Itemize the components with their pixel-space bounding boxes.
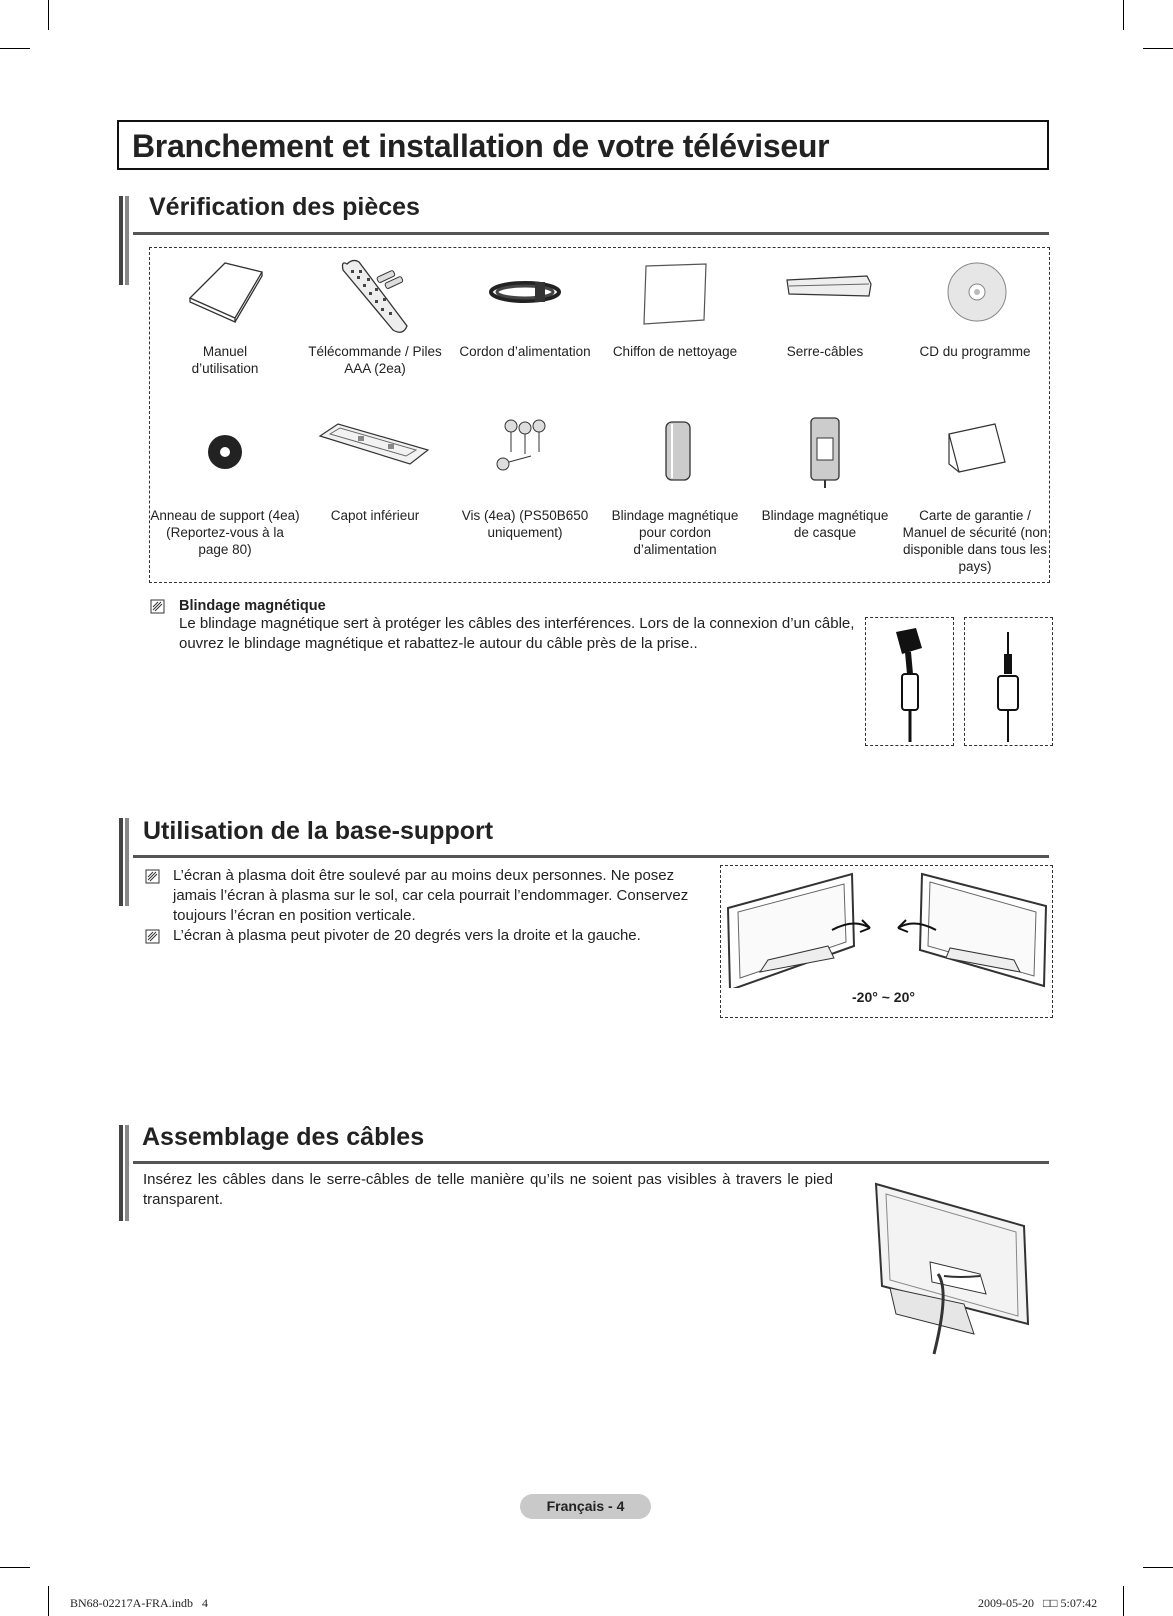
- ferrite-core-headphone-icon: [805, 414, 845, 490]
- item-label-cover-bottom: Capot inférieur: [330, 508, 420, 523]
- section-title-stand: Utilisation de la base-support: [143, 817, 494, 845]
- item-label-cable-tie: Serre-câbles: [786, 344, 864, 359]
- crop-mark: [1123, 1586, 1124, 1616]
- page-number-badge: Français - 4: [520, 1494, 651, 1519]
- crop-mark: [0, 48, 30, 49]
- remote-control-icon: [335, 256, 415, 336]
- crop-mark: [1143, 48, 1173, 49]
- power-cord-icon: [485, 272, 565, 312]
- item-label-screws: Vis (4ea) (PS50B650 uniquement): [461, 508, 589, 540]
- section-marker: [119, 1125, 123, 1221]
- section-rule: [133, 1161, 1049, 1164]
- cables-instruction-text: Insérez les câbles dans le serre-câbles de telle manière qu’ils ne soient pas visibles à travers le pied transparent.: [143, 1171, 833, 1208]
- ferrite-core-power-icon: [660, 418, 696, 484]
- headphone-plug-illustration: [990, 630, 1026, 744]
- note-text-stand-swivel: L’écran à plasma peut pivoter de 20 degrés vers la droite et la gauche.: [173, 927, 641, 944]
- swivel-angle-label: -20° ~ 20°: [852, 989, 915, 1005]
- section-marker: [119, 818, 123, 906]
- crop-mark: [48, 1586, 49, 1616]
- item-label-holder-ring: Anneau de support (4ea) (Reportez-vous à la page 80): [150, 508, 300, 557]
- item-label-power-cord: Cordon d’alimentation: [459, 344, 591, 359]
- section-marker: [119, 196, 123, 285]
- warranty-card-icon: [945, 420, 1009, 476]
- note-icon: [145, 929, 160, 944]
- section-title-parts: Vérification des pièces: [149, 193, 420, 221]
- page-title: Branchement et installation de votre téléviseur: [132, 128, 830, 164]
- power-plug-illustration: [888, 624, 932, 744]
- item-label-manual: Manuel d’utilisation: [191, 344, 259, 376]
- manual-icon: [185, 258, 265, 328]
- cable-tie-icon: [783, 272, 875, 302]
- crop-mark: [48, 0, 49, 30]
- note-title-ferrite: Blindage magnétique: [179, 598, 326, 614]
- note-icon: [145, 869, 160, 884]
- item-label-ferrite-power: Blindage magnétique pour cordon d’alimentation: [611, 508, 739, 557]
- item-label-cloth: Chiffon de nettoyage: [612, 344, 738, 359]
- crop-mark: [1143, 1567, 1173, 1568]
- section-rule: [133, 855, 1049, 858]
- note-text-stand-lift: L’écran à plasma doit être soulevé par au moins deux personnes. Ne posez jamais l’écran à plasma sur le sol, car cela pourrait l’endommager. Conservez toujours l’écran en position verticale.: [173, 867, 689, 924]
- page-title-box: [117, 120, 1049, 170]
- cover-bottom-icon: [318, 420, 430, 468]
- item-label-remote: Télécommande / Piles AAA (2ea): [308, 344, 442, 376]
- cd-icon: [945, 260, 1009, 324]
- section-title-cables: Assemblage des câbles: [142, 1123, 425, 1151]
- item-label-warranty: Carte de garantie / Manuel de sécurité (non disponible dans tous les pays): [902, 508, 1048, 574]
- tv-swivel-illustration: [724, 868, 1050, 988]
- screws-icon: [495, 418, 555, 478]
- note-icon: [150, 599, 165, 614]
- footer-timestamp: 2009-05-20 □□ 5:07:42: [978, 1596, 1098, 1610]
- tv-back-cable-illustration: [870, 1178, 1034, 1356]
- crop-mark: [1123, 0, 1124, 30]
- section-rule: [133, 232, 1049, 235]
- note-text-ferrite: Le blindage magnétique sert à protéger les câbles des interférences. Lors de la connexion d’un câble, ouvrez le blindage magnétique et rabattez-le autour du câble près de la prise..: [179, 615, 855, 652]
- holder-ring-icon: [205, 432, 245, 472]
- crop-mark: [0, 1567, 30, 1568]
- item-label-cd: CD du programme: [919, 344, 1031, 359]
- item-label-ferrite-headphone: Blindage magnétique de casque: [761, 508, 889, 540]
- footer-file-info: BN68-02217A-FRA.indb 4: [70, 1596, 209, 1610]
- cleaning-cloth-icon: [640, 260, 712, 328]
